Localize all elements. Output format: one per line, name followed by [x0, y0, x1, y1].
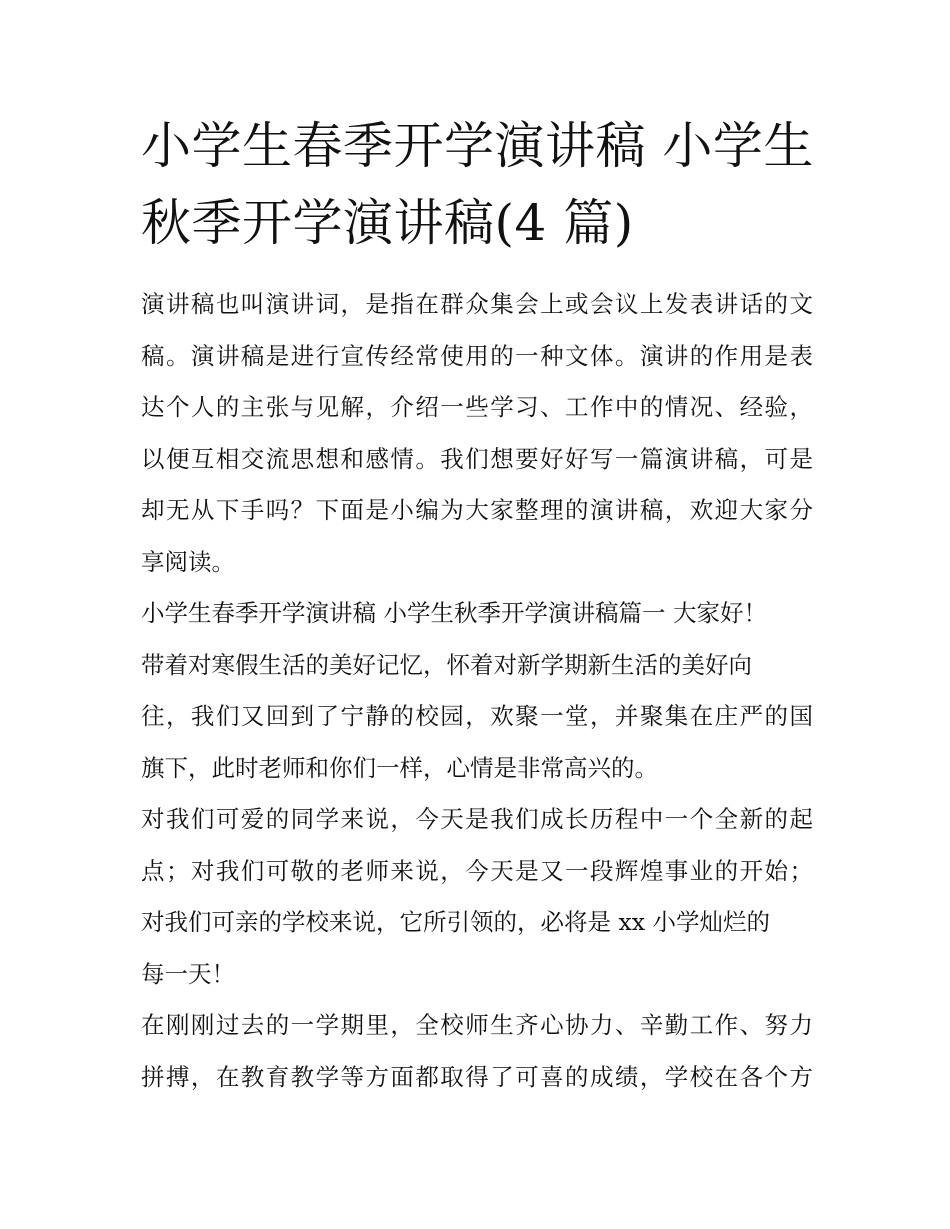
- text-line: 带着对寒假生活的美好记忆，怀着对新学期新生活的美好向: [141, 650, 752, 679]
- text-line: 旗下，此时老师和你们一样，心情是非常高兴的。: [141, 753, 658, 782]
- paragraph-achievements: [141, 1000, 813, 1103]
- text-line: 享阅读。: [141, 547, 235, 576]
- paragraph-intro: [141, 279, 813, 588]
- text-line: 点；对我们可敬的老师来说，今天是又一段辉煌事业的开始；: [141, 856, 813, 885]
- text-line: 每一天！: [141, 959, 235, 988]
- text-line: 对我们可爱的同学来说，今天是我们成长历程中一个全新的起: [141, 805, 813, 833]
- text-line: 往，我们又回到了宁静的校园，欢聚一堂，并聚集在庄严的国: [141, 702, 813, 730]
- text-line: 演讲稿也叫演讲词，是指在群众集会上或会议上发表讲话的文: [141, 290, 813, 318]
- text-line: 却无从下手吗？下面是小编为大家整理的演讲稿，欢迎大家分: [141, 496, 813, 524]
- text-line: 在刚刚过去的一学期里，全校师生齐心协力、辛勤工作、努力: [141, 1011, 813, 1039]
- document-content: [141, 108, 813, 1103]
- text-line: 达个人的主张与见解，介绍一些学习、工作中的情况、经验，: [141, 393, 813, 421]
- paragraph-greeting: [141, 588, 813, 794]
- text-line: 稿。演讲稿是进行宣传经常使用的一种文体。演讲的作用是表: [141, 341, 813, 370]
- text-line: 以便互相交流思想和感情。我们想要好好写一篇演讲稿，可是: [141, 444, 813, 473]
- document-body: [141, 279, 813, 1103]
- title-line: 秋季开学演讲稿(4 篇): [141, 194, 634, 252]
- text-line: 对我们可亲的学校来说，它所引领的，必将是 xx 小学灿烂的: [141, 908, 770, 936]
- paragraph-new-start: [141, 794, 813, 1000]
- document-title: [141, 108, 813, 262]
- title-line: 小学生春季开学演讲稿 小学生: [141, 117, 814, 175]
- text-line: 小学生春季开学演讲稿 小学生秋季开学演讲稿篇一 大家好！: [141, 599, 767, 627]
- text-line: 拼搏，在教育教学等方面都取得了可喜的成绩，学校在各个方: [141, 1062, 813, 1091]
